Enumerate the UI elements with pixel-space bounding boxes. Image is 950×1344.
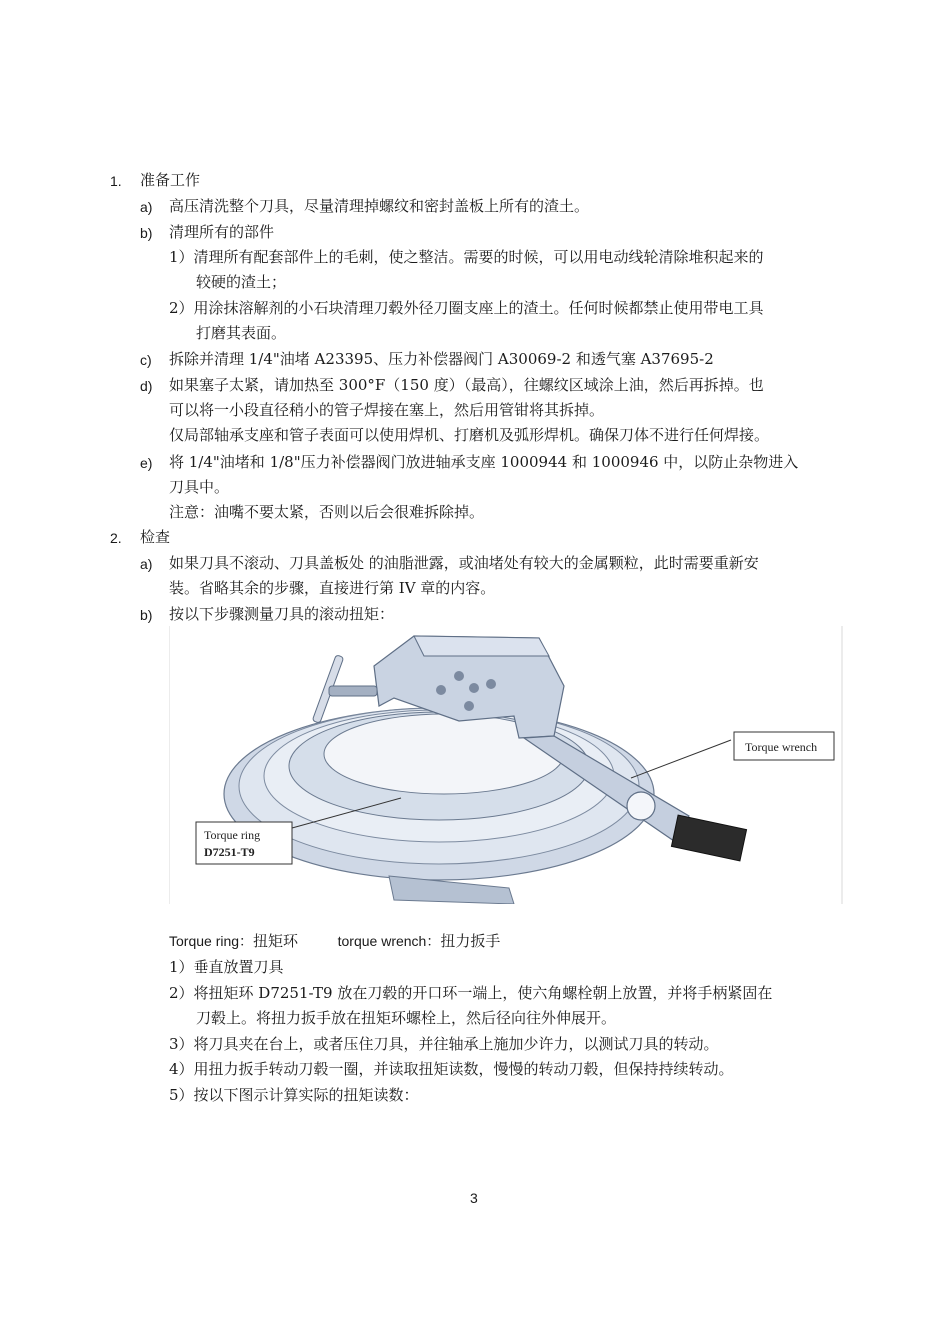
section-1-title: 准备工作 <box>140 171 201 189</box>
item-e-note: 注意：油嘴不要太紧，否则以后会很难拆除掉。 <box>169 503 485 521</box>
step-3: 3）将刀具夹在台上，或者压住刀具，并往轴承上施加少许力，以测试刀具的转动。 <box>169 1035 719 1053</box>
inspect-b-text: 按以下步骤测量刀具的滚动扭矩： <box>169 605 395 623</box>
item-b1-line2: 较硬的渣土； <box>196 273 287 291</box>
item-e-label: e) <box>140 455 153 471</box>
step-2-line2: 刀毂上。将扭力扳手放在扭矩环螺栓上，然后径向往外伸展开。 <box>196 1009 617 1027</box>
item-b-text: 清理所有的部件 <box>169 223 275 241</box>
caption-ring-en: Torque ring： <box>169 933 254 949</box>
torque-ring-callout-line1: Torque ring <box>204 828 261 842</box>
item-d-line1: 如果塞子太紧，请加热至 300°F（150 度）（最高），往螺纹区域涂上油，然后再拆掉。也 <box>169 376 764 394</box>
item-b-label: b) <box>140 225 153 241</box>
page-number: 3 <box>470 1190 478 1206</box>
item-d-line2: 可以将一小段直径稍小的管子焊接在塞上，然后用管钳将其拆掉。 <box>169 401 605 419</box>
item-e-line2: 刀具中。 <box>169 478 230 496</box>
inspect-b-label: b) <box>140 607 153 623</box>
section-2-title: 检查 <box>140 528 171 546</box>
item-a-text: 高压清洗整个刀具，尽量清理掉螺纹和密封盖板上所有的渣土。 <box>169 197 590 215</box>
inspect-a-label: a) <box>140 556 153 572</box>
cutter-illustration <box>224 636 747 904</box>
torque-ring-callout-line2: D7251-T9 <box>204 845 255 859</box>
caption-wrench-en: torque wrench： <box>337 933 441 949</box>
section-1-number: 1. <box>110 173 122 189</box>
caption-wrench-cn: 扭力扳手 <box>440 932 501 950</box>
item-d-line3: 仅局部轴承支座和管子表面可以使用焊机、打磨机及弧形焊机。确保刀体不进行任何焊接。 <box>169 426 770 444</box>
step-2-line1: 2）将扭矩环 D7251-T9 放在刀毂的开口环一端上，使六角螺栓朝上放置，并将手柄紧固在 <box>169 984 773 1002</box>
figure-caption <box>169 931 500 951</box>
step-4: 4）用扭力扳手转动刀毂一圈，并读取扭矩读数，慢慢的转动刀毂，但保持持续转动。 <box>169 1060 734 1078</box>
item-b1-line1: 1）清理所有配套部件上的毛刺，使之整洁。需要的时候，可以用电动线轮清除堆积起来的 <box>169 248 764 266</box>
item-b2-line1: 2）用涂抹溶解剂的小石块清理刀毂外径刀圈支座上的渣土。任何时候都禁止使用带电工具 <box>169 299 764 317</box>
torque-wrench-callout: Torque wrench <box>745 740 818 754</box>
item-a-label: a) <box>140 199 153 215</box>
item-c-label: c) <box>140 352 152 368</box>
item-d-label: d) <box>140 378 153 394</box>
inspect-a-line1: 如果刀具不滚动、刀具盖板处 的油脂泄露，或油堵处有较大的金属颗粒，此时需要重新安 <box>169 554 759 572</box>
caption-ring-cn: 扭矩环 <box>253 932 299 950</box>
item-b2-line2: 打磨其表面。 <box>196 324 287 342</box>
section-2-number: 2. <box>110 530 122 546</box>
step-5: 5）按以下图示计算实际的扭矩读数： <box>169 1086 419 1104</box>
torque-measurement-figure <box>169 626 843 904</box>
inspect-a-line2: 装。省略其余的步骤，直接进行第 IV 章的内容。 <box>169 579 496 597</box>
item-e-line1: 将 1/4"油堵和 1/8"压力补偿器阀门放进轴承支座 1000944 和 1000946 中，以防止杂物进入 <box>169 453 799 471</box>
step-1: 1）垂直放置刀具 <box>169 958 284 976</box>
item-c-text: 拆除并清理 1/4"油堵 A23395、压力补偿器阀门 A30069-2 和透气塞 A37695-2 <box>169 350 714 368</box>
